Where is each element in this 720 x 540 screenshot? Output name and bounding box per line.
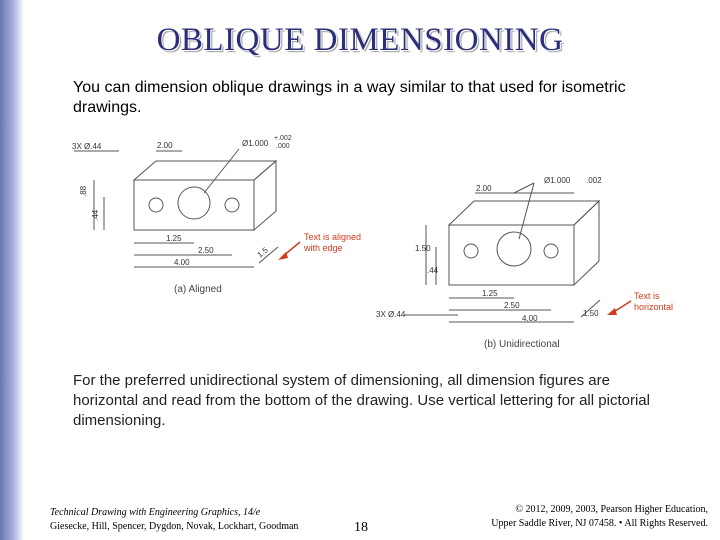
- uni-dim-hole-height: .44: [427, 266, 439, 275]
- uni-hole-left: [464, 244, 478, 258]
- aligned-labels: [72, 135, 292, 295]
- footer-address: Upper Saddle River, NJ 07458. • All Rights Reserved.: [491, 518, 708, 529]
- aligned-note-line2: with edge: [304, 243, 343, 253]
- aligned-hole-left: [149, 198, 163, 212]
- aligned-note-line1: Text is aligned: [304, 232, 362, 242]
- slide-title: OBLIQUE DIMENSIONING: [156, 22, 564, 58]
- footer-authors: Giesecke, Hill, Spencer, Dygdon, Novak, Lockhart, Goodman: [50, 521, 299, 532]
- uni-leader: [519, 183, 534, 239]
- footer-copyright: [491, 503, 708, 531]
- side-gradient-bar: [0, 0, 24, 540]
- oblique-dimensioning-figure: [64, 135, 704, 360]
- uni-dim-width-top: 2.00: [476, 184, 492, 193]
- uni-block-front: [449, 225, 574, 285]
- uni-hole-center: [497, 232, 531, 266]
- aligned-dim-tol-upper: +.002: [274, 135, 292, 142]
- aligned-caption: (a) Aligned: [174, 284, 222, 295]
- uni-dim-tol-upper: .002: [586, 176, 602, 185]
- aligned-leader: [204, 149, 239, 193]
- footer-citation: [50, 506, 298, 534]
- uni-dim-line: [514, 183, 534, 193]
- page-number: 18: [354, 520, 368, 535]
- aligned-dim-250: 2.50: [198, 246, 214, 255]
- uni-note-line2: horizontal: [634, 302, 674, 312]
- uni-note-line1: Text is: [634, 291, 660, 301]
- summary-text: For the preferred unidirectional system of dimensioning, all dimension figures are horizontal and read from the bottom of the drawing. Use vertical lettering for all pictorial dimensioning.: [73, 372, 650, 429]
- uni-hole-right: [544, 244, 558, 258]
- aligned-dim-height: .88: [79, 185, 88, 197]
- uni-dim-400: 4.00: [522, 314, 538, 323]
- aligned-dim-chamfer: 3X Ø.44: [72, 142, 102, 151]
- aligned-block-side: [254, 161, 276, 230]
- aligned-dim-125: 1.25: [166, 234, 182, 243]
- aligned-dim-depth: 1.5: [255, 245, 270, 260]
- uni-dim-depth: 1.50: [583, 309, 599, 318]
- footer-copyright-line: © 2012, 2009, 2003, Pearson Higher Education,: [515, 504, 708, 515]
- uni-dim-chamfer: 3X Ø.44: [376, 310, 406, 319]
- aligned-dim-width-top: 2.00: [157, 141, 173, 150]
- uni-note-arrowhead: [607, 308, 617, 315]
- uni-dim-height: 1.50: [415, 244, 431, 253]
- unidirectional-note: [607, 291, 673, 315]
- unidirectional-caption: (b) Unidirectional: [484, 339, 560, 350]
- intro-text: You can dimension oblique drawings in a way similar to that used for isometric drawings.: [73, 79, 626, 116]
- footer-book-title: Technical Drawing with Engineering Graphics, 14/e: [50, 507, 261, 518]
- uni-block-side: [574, 201, 599, 285]
- aligned-hole-right: [225, 198, 239, 212]
- aligned-drawing: [74, 149, 278, 267]
- uni-dim-250: 2.50: [504, 301, 520, 310]
- aligned-dim-400: 4.00: [174, 258, 190, 267]
- uni-dim-125: 1.25: [482, 289, 498, 298]
- unidirectional-drawing: [404, 183, 600, 322]
- aligned-dim-hole-height: .44: [91, 209, 100, 221]
- aligned-dim-hole: Ø1.000: [242, 139, 269, 148]
- unidirectional-labels: [376, 176, 602, 350]
- aligned-dim-tol-lower: .000: [276, 143, 290, 150]
- aligned-block-top: [134, 161, 276, 180]
- aligned-note: [278, 232, 361, 260]
- uni-dim-hole: Ø1.000: [544, 176, 571, 185]
